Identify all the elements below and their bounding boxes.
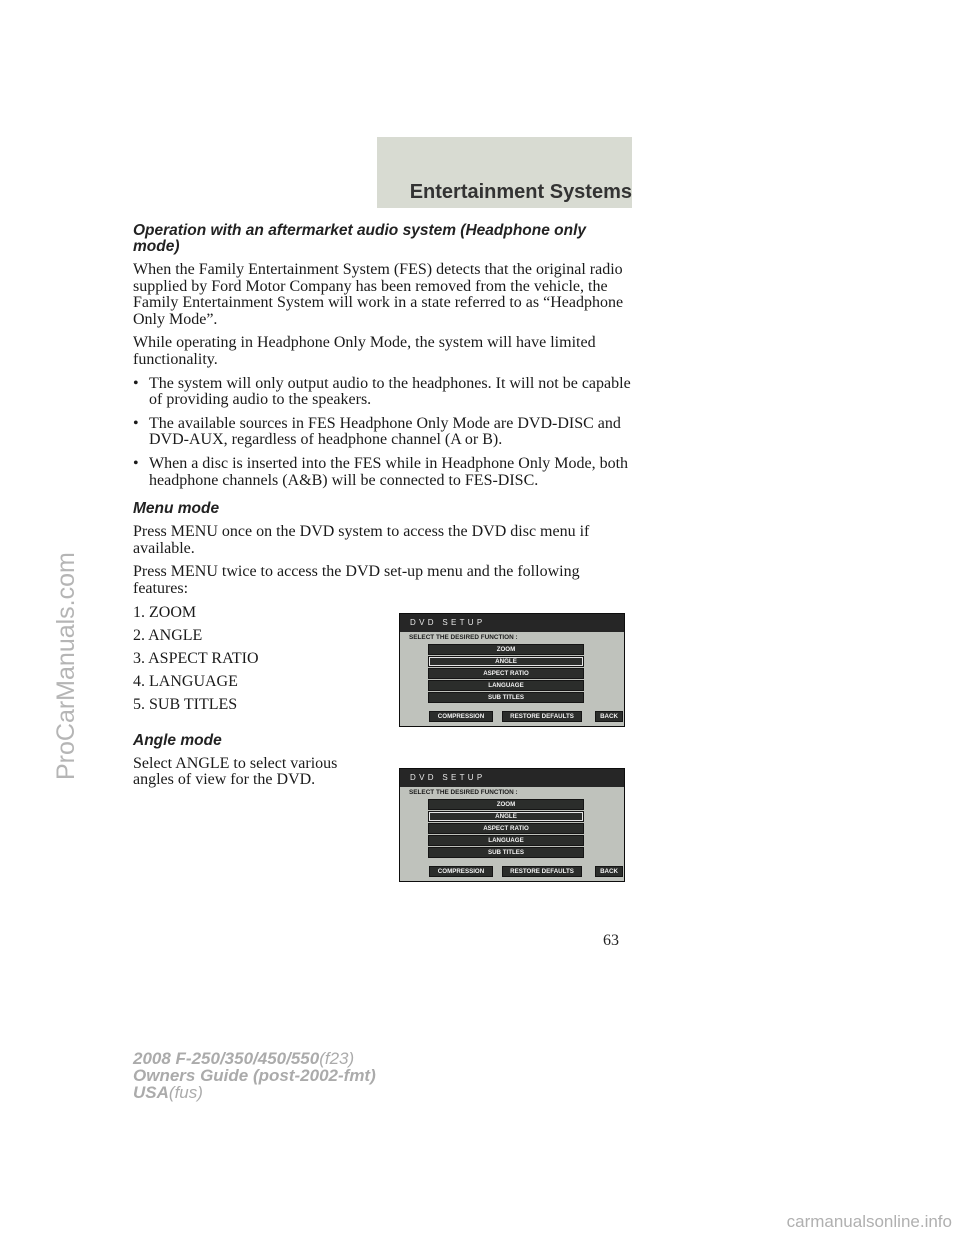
dvd-screen-body	[400, 787, 624, 881]
dvd-aspect-ratio-button: ASPECT RATIO	[428, 823, 584, 834]
bullet-item	[133, 416, 633, 449]
section-title: Entertainment Systems	[409, 181, 632, 203]
paragraph-limited-functionality: While operating in Headphone Only Mode, the system will have limited functionality.	[133, 334, 596, 368]
bullet-text: The system will only output audio to the headphones. It will not be capable of providing audio to the speakers.	[149, 374, 631, 409]
dvd-language-button: LANGUAGE	[428, 835, 584, 846]
footer-model-line	[133, 1050, 376, 1067]
paragraph-fes-detects: When the Family Entertainment System (FES) detects that the original radio supplied by Ford Motor Company has been removed from the vehicle, the Family Entertainment System will work in a state referred to as “Headphone Only Mode”.	[133, 261, 624, 328]
dvd-restore-defaults-button: RESTORE DEFAULTS	[502, 711, 582, 722]
dvd-angle-button: ANGLE	[428, 656, 584, 667]
bullet-text: The available sources in FES Headphone Only Mode are DVD-DISC and DVD-AUX, regardless of headphone channel (A or B).	[149, 414, 621, 449]
bullet-item	[133, 456, 633, 489]
dvd-setup-screen-angle	[399, 768, 625, 882]
paragraph-menu-twice: Press MENU twice to access the DVD set-up menu and the following features:	[133, 563, 580, 597]
dvd-language-button: LANGUAGE	[428, 680, 584, 691]
dvd-screen-title: DVD SETUP	[400, 769, 624, 787]
feature-item: 4. LANGUAGE	[133, 672, 238, 690]
footer	[133, 1050, 376, 1101]
footer-region-code: (fus)	[168, 1083, 203, 1102]
feature-item: 1. ZOOM	[133, 603, 197, 621]
page-number: 63	[603, 932, 619, 949]
dvd-subtitles-button: SUB TITLES	[428, 692, 584, 703]
dvd-subtitles-button: SUB TITLES	[428, 847, 584, 858]
dvd-compression-button: COMPRESSION	[429, 711, 493, 722]
dvd-angle-button: ANGLE	[428, 811, 584, 822]
heading-menu-mode: Menu mode	[133, 500, 220, 518]
footer-region-line	[133, 1084, 376, 1101]
bullet-text: When a disc is inserted into the FES while in Headphone Only Mode, both headphone channels (A&B) will be connected to FES-DISC.	[149, 454, 629, 489]
header-band	[377, 137, 632, 208]
dvd-zoom-button: ZOOM	[428, 644, 584, 655]
footer-guide-line	[133, 1067, 376, 1084]
heading-angle-mode: Angle mode	[133, 731, 222, 749]
dvd-restore-defaults-button: RESTORE DEFAULTS	[502, 866, 582, 877]
dvd-screen-title: DVD SETUP	[400, 614, 624, 632]
footer-guide: Owners Guide (post-2002-fmt)	[133, 1066, 376, 1085]
dvd-back-button: BACK	[595, 711, 623, 722]
paragraph-menu-once: Press MENU once on the DVD system to access the DVD disc menu if available.	[133, 523, 590, 557]
paragraph-angle: Select ANGLE to select various angles of view for the DVD.	[133, 754, 338, 789]
feature-item: 3. ASPECT RATIO	[133, 649, 259, 667]
bottom-watermark: carmanualsonline.info	[786, 1212, 952, 1231]
dvd-zoom-button: ZOOM	[428, 799, 584, 810]
dvd-setup-screen-menu	[399, 613, 625, 727]
side-watermark: ProCarManuals.com	[52, 552, 80, 780]
bullet-dot: •	[133, 414, 139, 432]
dvd-prompt: SELECT THE DESIRED FUNCTION :	[409, 789, 518, 796]
bullet-item	[133, 376, 633, 409]
feature-item: 2. ANGLE	[133, 626, 203, 644]
footer-model-code: (f23)	[319, 1049, 355, 1068]
dvd-screen-body	[400, 632, 624, 726]
heading-aftermarket: Operation with an aftermarket audio system (Headphone only mode)	[133, 222, 587, 255]
feature-item: 5. SUB TITLES	[133, 695, 238, 713]
dvd-aspect-ratio-button: ASPECT RATIO	[428, 668, 584, 679]
footer-region: USA	[133, 1083, 169, 1102]
dvd-back-button: BACK	[595, 866, 623, 877]
bullet-list	[133, 376, 633, 490]
bullet-dot: •	[133, 454, 139, 472]
dvd-compression-button: COMPRESSION	[429, 866, 493, 877]
dvd-prompt: SELECT THE DESIRED FUNCTION :	[409, 634, 518, 641]
footer-model: 2008 F-250/350/450/550	[133, 1049, 320, 1068]
bullet-dot: •	[133, 374, 139, 392]
